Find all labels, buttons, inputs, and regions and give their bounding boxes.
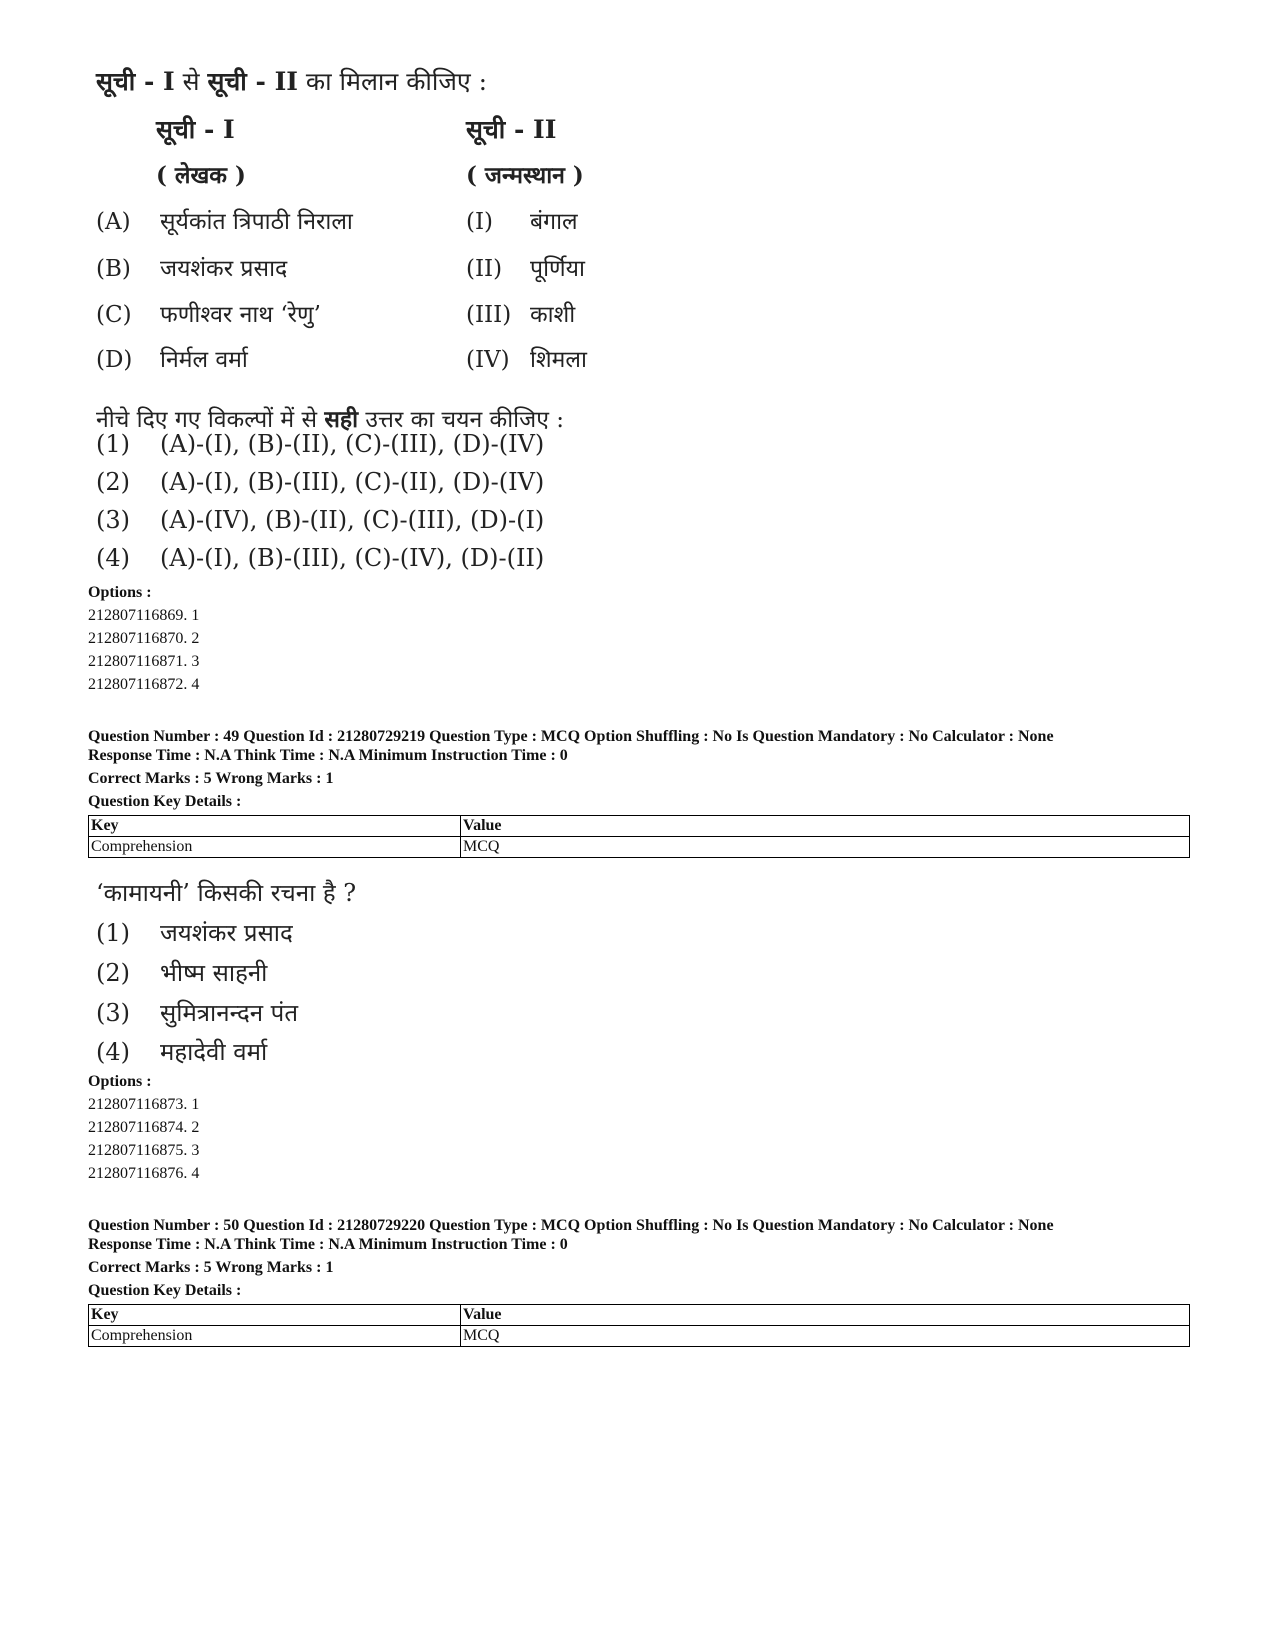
item-label: (B) [96, 256, 131, 282]
q48-options-label: Options : [88, 584, 152, 601]
q50-meta-line2: Response Time : N.A Think Time : N.A Minimum Instruction Time : 0 [88, 1236, 568, 1253]
table-cell-key: Comprehension [89, 837, 461, 858]
item-text: शिमला [530, 347, 587, 373]
q49-choice [96, 996, 298, 1029]
q50-marks: Correct Marks : 5 Wrong Marks : 1 [88, 1259, 334, 1276]
option-line: 212807116875. 3 [88, 1142, 200, 1159]
table-cell-key: Comprehension [89, 1326, 461, 1347]
q48-col2-subheading: ( जन्मस्थान ) [466, 162, 584, 189]
table-header-value: Value [461, 816, 1190, 837]
table-header-value: Value [461, 1305, 1190, 1326]
choice-text: (A)-(I), (B)-(III), (C)-(II), (D)-(IV) [160, 468, 545, 496]
q48-left-item [96, 342, 248, 374]
q48-col1-subheading: ( लेखक ) [156, 162, 246, 189]
q50-key-table [88, 1304, 1190, 1347]
item-text: जयशंकर प्रसाद [160, 256, 288, 282]
table-row [89, 837, 1190, 858]
q49-key-details-label: Question Key Details : [88, 793, 242, 810]
item-label: (IV) [466, 347, 510, 373]
choice-number: (1) [96, 430, 130, 458]
q48-title-mid: से [174, 67, 208, 96]
item-text: फणीश्वर नाथ ‘रेणु’ [160, 302, 321, 328]
q48-right-item [466, 251, 585, 283]
table-header-row [89, 816, 1190, 837]
choice-text: (A)-(I), (B)-(II), (C)-(III), (D)-(IV) [160, 430, 545, 458]
item-label: (A) [96, 209, 131, 235]
option-line: 212807116872. 4 [88, 676, 200, 693]
instruction-emphasis: सही [324, 406, 359, 433]
choice-number: (2) [96, 468, 130, 496]
choice-text: सुमित्रानन्दन पंत [160, 999, 298, 1027]
choice-number: (2) [96, 959, 130, 987]
q48-right-item [466, 342, 587, 374]
choice-text: (A)-(IV), (B)-(II), (C)-(III), (D)-(I) [160, 506, 545, 534]
q48-title-suffix: का मिलान कीजिए : [297, 67, 488, 96]
option-line: 212807116869. 1 [88, 607, 200, 624]
item-text: सूर्यकांत त्रिपाठी निराला [160, 209, 353, 235]
table-header-key: Key [89, 816, 461, 837]
q48-choice [96, 544, 544, 572]
q48-col1-heading: सूची - I [156, 115, 235, 144]
item-text: बंगाल [530, 209, 578, 235]
option-line: 212807116874. 2 [88, 1119, 200, 1136]
item-label: (III) [466, 302, 512, 328]
q48-right-item [466, 297, 575, 329]
choice-text: महादेवी वर्मा [160, 1038, 268, 1066]
instruction-text: नीचे दिए गए विकल्पों में से [96, 407, 325, 433]
q48-left-item [96, 251, 287, 283]
choice-text: जयशंकर प्रसाद [160, 919, 293, 947]
q50-key-details-label: Question Key Details : [88, 1282, 242, 1299]
choice-text: भीष्म साहनी [160, 959, 268, 987]
choice-number: (3) [96, 506, 130, 534]
q49-choice [96, 916, 293, 949]
table-cell-value: MCQ [461, 837, 1190, 858]
choice-number: (4) [96, 544, 130, 572]
q48-title [96, 64, 487, 98]
q48-col2-heading: सूची - II [466, 115, 557, 144]
instruction-text: उत्तर का चयन कीजिए : [358, 407, 564, 433]
item-label: (I) [466, 209, 494, 235]
item-label: (D) [96, 347, 133, 373]
q48-title-list1: सूची - I [96, 67, 175, 96]
item-text: काशी [530, 302, 576, 328]
table-header-row [89, 1305, 1190, 1326]
q49-options-label: Options : [88, 1073, 152, 1090]
option-line: 212807116870. 2 [88, 630, 200, 647]
q48-right-item [466, 204, 578, 236]
q48-left-item [96, 297, 321, 329]
option-line: 212807116876. 4 [88, 1165, 200, 1182]
q49-choice [96, 956, 267, 989]
choice-text: (A)-(I), (B)-(III), (C)-(IV), (D)-(II) [160, 544, 545, 572]
choice-number: (1) [96, 919, 130, 947]
table-row [89, 1326, 1190, 1347]
choice-number: (4) [96, 1038, 130, 1066]
q48-choice [96, 506, 544, 534]
q48-choice [96, 430, 544, 458]
q49-meta-line2: Response Time : N.A Think Time : N.A Minimum Instruction Time : 0 [88, 747, 568, 764]
q48-title-list2: सूची - II [207, 67, 298, 96]
option-line: 212807116873. 1 [88, 1096, 200, 1113]
table-cell-value: MCQ [461, 1326, 1190, 1347]
option-line: 212807116871. 3 [88, 653, 200, 670]
item-text: निर्मल वर्मा [160, 347, 248, 373]
q50-meta-line1: Question Number : 50 Question Id : 21280729220 Question Type : MCQ Option Shuffling : No Is Question Mandatory : No Calculator : None [88, 1217, 1054, 1234]
q49-key-table [88, 815, 1190, 858]
choice-number: (3) [96, 999, 130, 1027]
q49-choice [96, 1035, 267, 1068]
item-text: पूर्णिया [530, 256, 585, 282]
q48-left-item [96, 204, 353, 236]
table-header-key: Key [89, 1305, 461, 1326]
item-label: (II) [466, 256, 503, 282]
q49-question: ‘कामायनी’ किसकी रचना है ? [96, 879, 357, 907]
q49-marks: Correct Marks : 5 Wrong Marks : 1 [88, 770, 334, 787]
q49-meta-line1: Question Number : 49 Question Id : 21280729219 Question Type : MCQ Option Shuffling : No Is Question Mandatory : No Calculator : None [88, 728, 1054, 745]
item-label: (C) [96, 302, 132, 328]
q48-choice [96, 468, 544, 496]
